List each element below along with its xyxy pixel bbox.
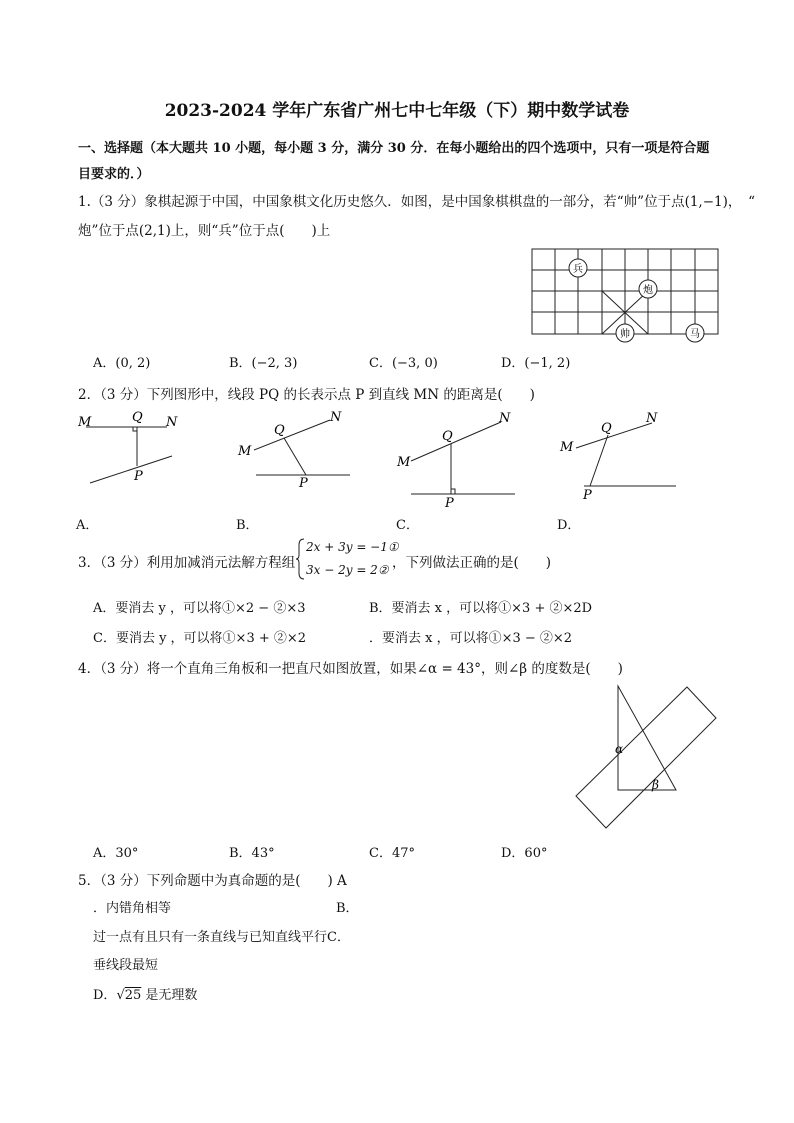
svg-text:N: N	[646, 411, 658, 426]
q4-option-b[interactable]: B．43°	[229, 846, 275, 861]
svg-text:P: P	[134, 469, 143, 484]
q3-option-c[interactable]: C．要消去 y ，可以将①×3 + ②×2	[93, 631, 307, 646]
q3-option-b[interactable]: B．要消去 x ，可以将①×3 + ②×2D	[369, 601, 593, 616]
q1-option-a[interactable]: A．(0, 2)	[93, 356, 151, 371]
right-triangle	[618, 686, 676, 790]
svg-text:α: α	[615, 742, 624, 756]
q3-equation-2: 3x − 2y = 2②	[306, 563, 389, 577]
q5-option-d-text: 是无理数	[141, 988, 198, 1003]
q2-figure-c	[395, 408, 520, 510]
q5-option-b-label[interactable]: B．	[336, 901, 359, 916]
q5-radicand: 25	[124, 988, 142, 1003]
svg-text:P: P	[445, 496, 454, 510]
svg-text:Q: Q	[132, 410, 143, 425]
svg-text:M: M	[397, 455, 411, 470]
q5-option-b-text[interactable]: 过一点有且只有一条直线与已知直线平行C．	[93, 930, 350, 945]
svg-text:M: M	[238, 444, 252, 459]
q4-option-a[interactable]: A．30°	[93, 846, 139, 861]
q3-equation-1: 2x + 3y = −1①	[306, 540, 399, 554]
q2-figure-b	[234, 408, 359, 488]
q3-stem-pre: 3．（3 分）利用加减消元法解方程组	[78, 555, 296, 571]
svg-text:N: N	[166, 415, 178, 430]
svg-text:M: M	[78, 415, 92, 430]
q2-option-b[interactable]: B．	[236, 518, 259, 533]
q4-option-c[interactable]: C．47°	[369, 846, 415, 861]
svg-text:P: P	[583, 488, 592, 503]
svg-text:M: M	[560, 440, 574, 455]
q5-stem: 5．（3 分）下列命题中为真命题的是( ) A	[78, 873, 347, 889]
chessboard-figure	[530, 247, 722, 347]
q1-option-c[interactable]: C．(−3, 0)	[369, 356, 438, 371]
sqrt-symbol: √	[116, 988, 125, 1003]
ruler	[576, 687, 716, 828]
q2-option-c[interactable]: C．	[396, 518, 419, 533]
svg-text:N: N	[499, 411, 511, 426]
q3-brace	[296, 537, 306, 581]
chess-piece-bing	[569, 259, 587, 277]
q2-option-d[interactable]: D．	[557, 518, 581, 533]
section-header-line2: 目要求的．）	[78, 167, 150, 182]
q5-option-a[interactable]: ．内错角相等	[93, 901, 172, 916]
q2-option-a[interactable]: A．	[76, 518, 99, 533]
svg-text:兵: 兵	[573, 264, 583, 275]
q4-option-d[interactable]: D．60°	[501, 846, 548, 861]
chess-piece-ma	[686, 324, 704, 342]
q3-stem-post: ，下列做法正确的是( )	[392, 555, 552, 571]
svg-text:N: N	[330, 410, 342, 425]
svg-text:帅: 帅	[620, 329, 630, 340]
q1-stem-line2: 炮”位于点(2,1)上，则“兵”位于点( )上	[78, 223, 331, 239]
svg-text:马: 马	[690, 329, 700, 340]
q5-option-c-text[interactable]: 垂线段最短	[93, 958, 159, 973]
svg-text:P: P	[299, 476, 308, 488]
q4-figure-ruler-triangle	[570, 682, 720, 834]
q4-stem: 4．（3 分）将一个直角三角板和一把直尺如图放置，如果∠α = 43°，则∠β 的度数是( )	[78, 661, 623, 677]
chess-piece-shuai	[616, 324, 634, 342]
q1-option-b[interactable]: B．(−2, 3)	[229, 356, 298, 371]
svg-text:Q: Q	[274, 423, 285, 438]
svg-text:炮: 炮	[643, 285, 653, 296]
q5-option-d[interactable]	[93, 984, 197, 1003]
q2-figure-d	[556, 408, 681, 503]
q1-option-d[interactable]: D．(−1, 2)	[501, 356, 571, 371]
exam-title: 2023-2024 学年广东省广州七中七年级（下）期中数学试卷	[164, 101, 630, 121]
q2-stem: 2．（3 分）下列图形中，线段 PQ 的长表示点 P 到直线 MN 的距离是( )	[78, 387, 535, 403]
q2-figure-a	[72, 408, 182, 488]
q3-option-a[interactable]: A．要消去 y ，可以将①×2 − ②×3	[93, 601, 306, 616]
svg-text:Q: Q	[601, 421, 612, 436]
q3-option-d[interactable]: ．要消去 x ，可以将①×3 − ②×2	[369, 631, 573, 646]
svg-text:β: β	[652, 778, 659, 792]
section-header-line1: 一、选择题（本大题共 10 小题，每小题 3 分，满分 30 分．在每小题给出的四个选项中，只有一项是符合题	[78, 141, 710, 156]
q1-stem-line1: 1.（3 分）象棋起源于中国，中国象棋文化历史悠久．如图，是中国象棋棋盘的一部分，若“帅”位于点(1,−1)， “	[78, 194, 756, 210]
chess-piece-pao	[639, 280, 657, 298]
svg-text:Q: Q	[442, 429, 453, 444]
q5-option-d-label: D．	[93, 988, 117, 1003]
